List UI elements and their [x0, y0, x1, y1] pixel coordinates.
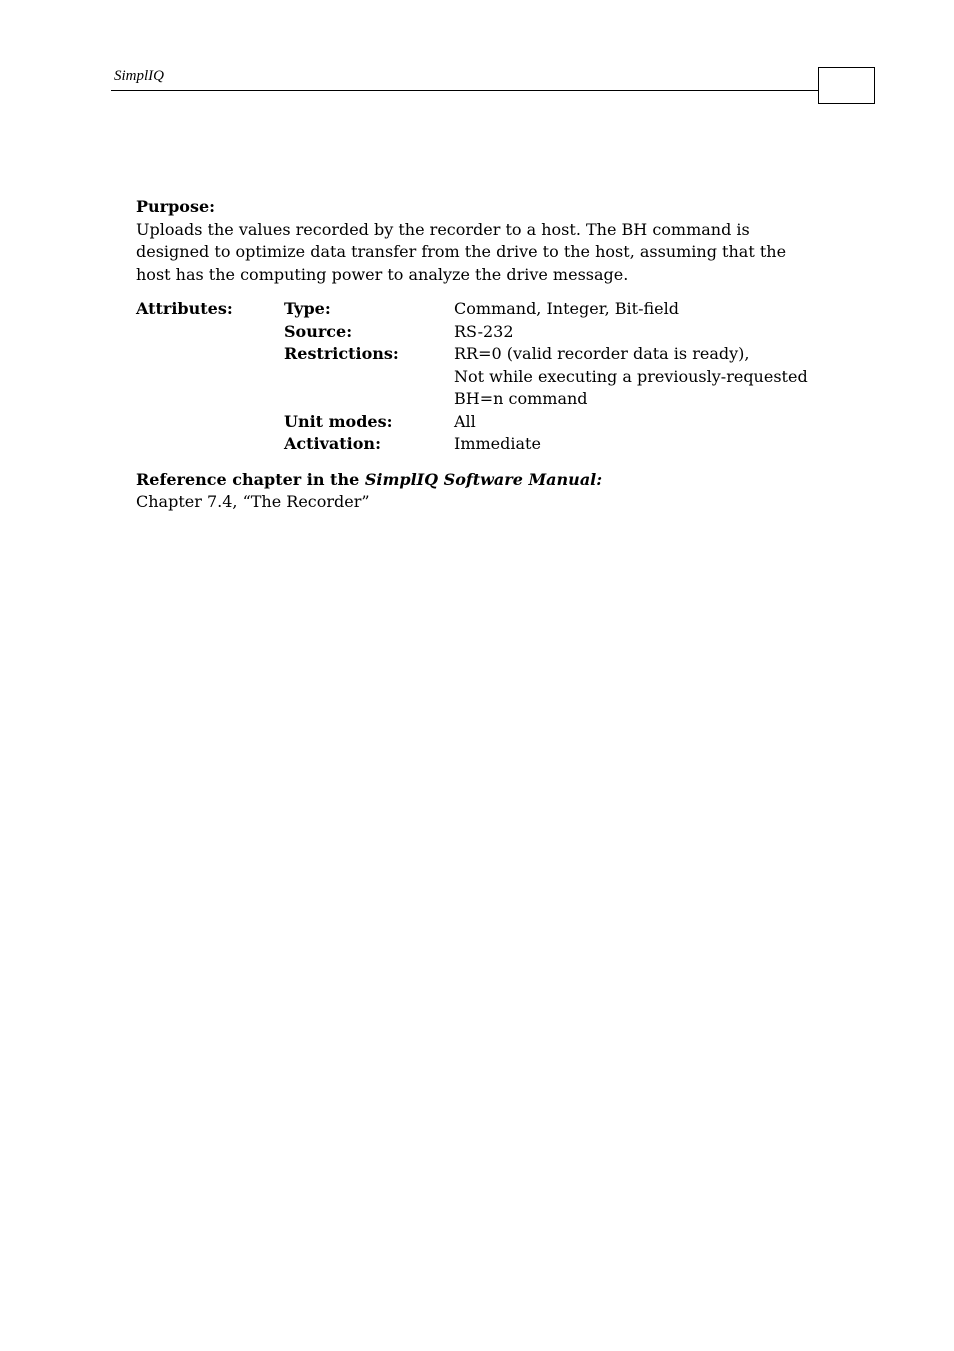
attribute-value: Immediate — [454, 434, 541, 453]
attribute-value: RS-232 — [454, 321, 514, 341]
attribute-key: Source: — [284, 321, 353, 341]
page-number-box — [818, 67, 875, 104]
attribute-value: Command, Integer, Bit-field — [454, 299, 679, 318]
restriction-line: BH=n command — [454, 389, 588, 408]
reference-heading-prefix: Reference chapter in the — [136, 469, 365, 489]
reference-manual-title: SimplIQ Software Manual: — [364, 469, 603, 489]
purpose-heading: Purpose: — [136, 197, 216, 216]
attribute-key: Type: — [284, 299, 331, 318]
attribute-row-unit-modes — [136, 411, 816, 434]
restriction-line: Not while executing a previously-requested — [454, 366, 808, 386]
reference-heading — [136, 469, 816, 492]
attribute-row-restrictions — [136, 343, 816, 411]
purpose-body: Uploads the values recorded by the recorder to a host. The BH command is designed to optimize data transfer from the drive to the host, assuming that the host has the computing power to analyze the drive message. — [136, 219, 787, 284]
attribute-row-type — [136, 298, 816, 321]
restriction-line: RR=0 (valid recorder data is ready), — [454, 344, 750, 363]
attribute-row-activation — [136, 433, 816, 456]
attribute-key: Unit modes: — [284, 411, 393, 431]
attribute-key: Activation: — [284, 434, 381, 453]
reference-chapter: Chapter 7.4, “The Recorder” — [136, 492, 370, 511]
attribute-row-source — [136, 321, 816, 344]
attributes-table — [136, 298, 816, 456]
attribute-value — [454, 343, 814, 411]
attributes-label: Attributes: — [136, 299, 233, 318]
running-header-title: SimplIQ — [114, 68, 164, 84]
command-description — [136, 196, 816, 514]
attribute-key: Restrictions: — [284, 344, 399, 363]
attribute-value: All — [454, 411, 476, 431]
header-rule — [111, 90, 819, 91]
reference-section — [136, 469, 816, 514]
